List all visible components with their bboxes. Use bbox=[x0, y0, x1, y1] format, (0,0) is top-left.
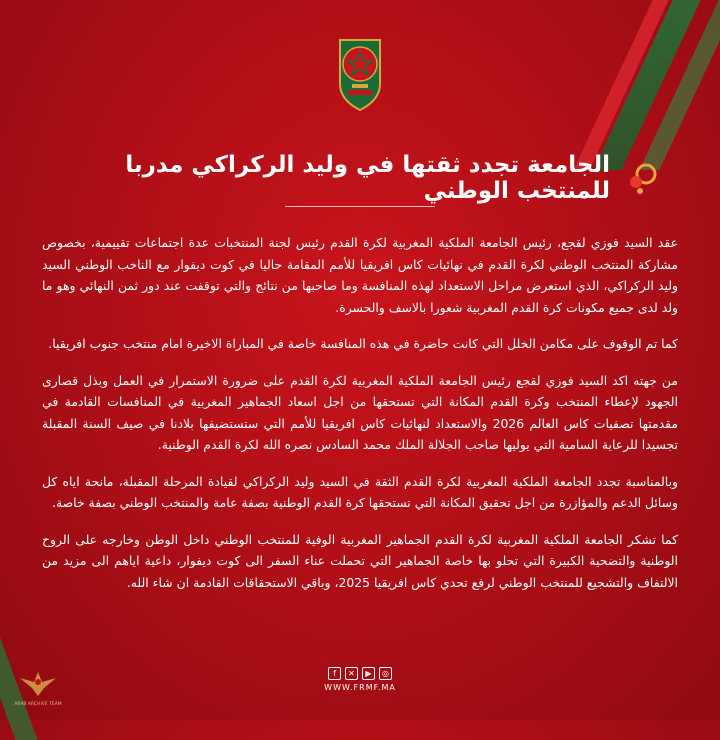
statement-body bbox=[42, 232, 678, 608]
x-icon[interactable]: ✕ bbox=[345, 667, 358, 680]
youtube-icon[interactable]: ▶ bbox=[362, 667, 375, 680]
paragraph-1: عقد السيد فوزي لقجع، رئيس الجامعة الملكية المغربية لكرة القدم رئيس لجنة المنتخبات عدة اجتماعات تقييمية، بخصوص مشاركة المنتخب الوطني لكرة القدم في نهائيات كاس افريقيا للأمم المقامة حاليا في كوت ديفوار مع الناخب الوطني السيد وليد الركراكي، الذي استعرض مراحل الاستعداد لهذه المنافسة وما صاحبها من نتائج والتي توقفت عند دور ثمن النهائي وهو ما ولد لدى جميع مكونات كرة القدم المغربية شعورا بالاسف والحسرة. bbox=[42, 235, 678, 315]
watermark bbox=[8, 668, 68, 708]
paragraph-2: كما تم الوقوف على مكامن الخلل التي كانت حاضرة في هذه المنافسة خاصة في المباراة الاخيرة امام منتخب جنوب افريقيا. bbox=[48, 336, 678, 351]
watermark-label: ARAB ARCHIVE TEAM bbox=[14, 702, 62, 707]
eagle-emblem-icon bbox=[18, 668, 58, 698]
website-link[interactable]: WWW.FRMF.MA bbox=[324, 683, 396, 692]
paragraph-3: من جهته اكد السيد فوزي لقجع رئيس الجامعة الملكية المغربية لكرة القدم على ضرورة الاستمرار في العمل وبذل قصارى الجهود لإعطاء المنتخب وكرة القدم المكانة التي تستحقها من اجل اسعاد الجماهير المغربية في المنافسات القادمة في مقدمتها تصفيات كاس العالم 2026 والاستعداد لنهائيات كاس افريقيا للأمم التي ستستضيفها بلادنا في صيف السنة المقبلة تجسيدا للرعاية السامية التي يوليها صاحب الجلالة الملك محمد السادس نصره الله لكرة القدم الوطنية. bbox=[42, 372, 679, 452]
header bbox=[60, 152, 660, 204]
instagram-icon[interactable]: ◎ bbox=[379, 667, 392, 680]
frmf-crest-icon bbox=[328, 34, 392, 114]
page-title: الجامعة تجدد ثقتها في وليد الركراكي مدربا للمنتخب الوطني bbox=[125, 152, 610, 204]
social-links bbox=[0, 667, 720, 680]
decorative-circles-icon bbox=[624, 160, 660, 196]
paragraph-4: وبالمناسبة تجدد الجامعة الملكية المغربية لكرة القدم الثقة في السيد وليد الركراكي لقيادة المرحلة المقبلة، مانحة اياه كل وسائل الدعم والمؤازرة من اجل تحقيق المكانة التي تستحقها كرة القدم الوطنية بصفة عامة والمنتخب الوطني بصفة خاصة. bbox=[42, 473, 678, 510]
paragraph-5: كما تشكر الجامعة الملكية المغربية لكرة القدم الجماهير المغربية الوفية للمنتخب الوطني داخل الوطن وخارجه على الروح الوطنية والتضحية الكبيرة التي تحلو بها خاصة الجماهير التي تحملت عناء السفر الى كوت ديفوار، داعية اياهم الى مزيد من الالتفاف والتشجيع للمنتخب الوطني لرفع تحدي كاس افريقيا 2025، وباقي الاستحقاقات القادمة ان شاء الله. bbox=[42, 531, 678, 590]
footer bbox=[0, 667, 720, 692]
facebook-icon[interactable]: f bbox=[328, 667, 341, 680]
title-divider bbox=[285, 206, 435, 207]
